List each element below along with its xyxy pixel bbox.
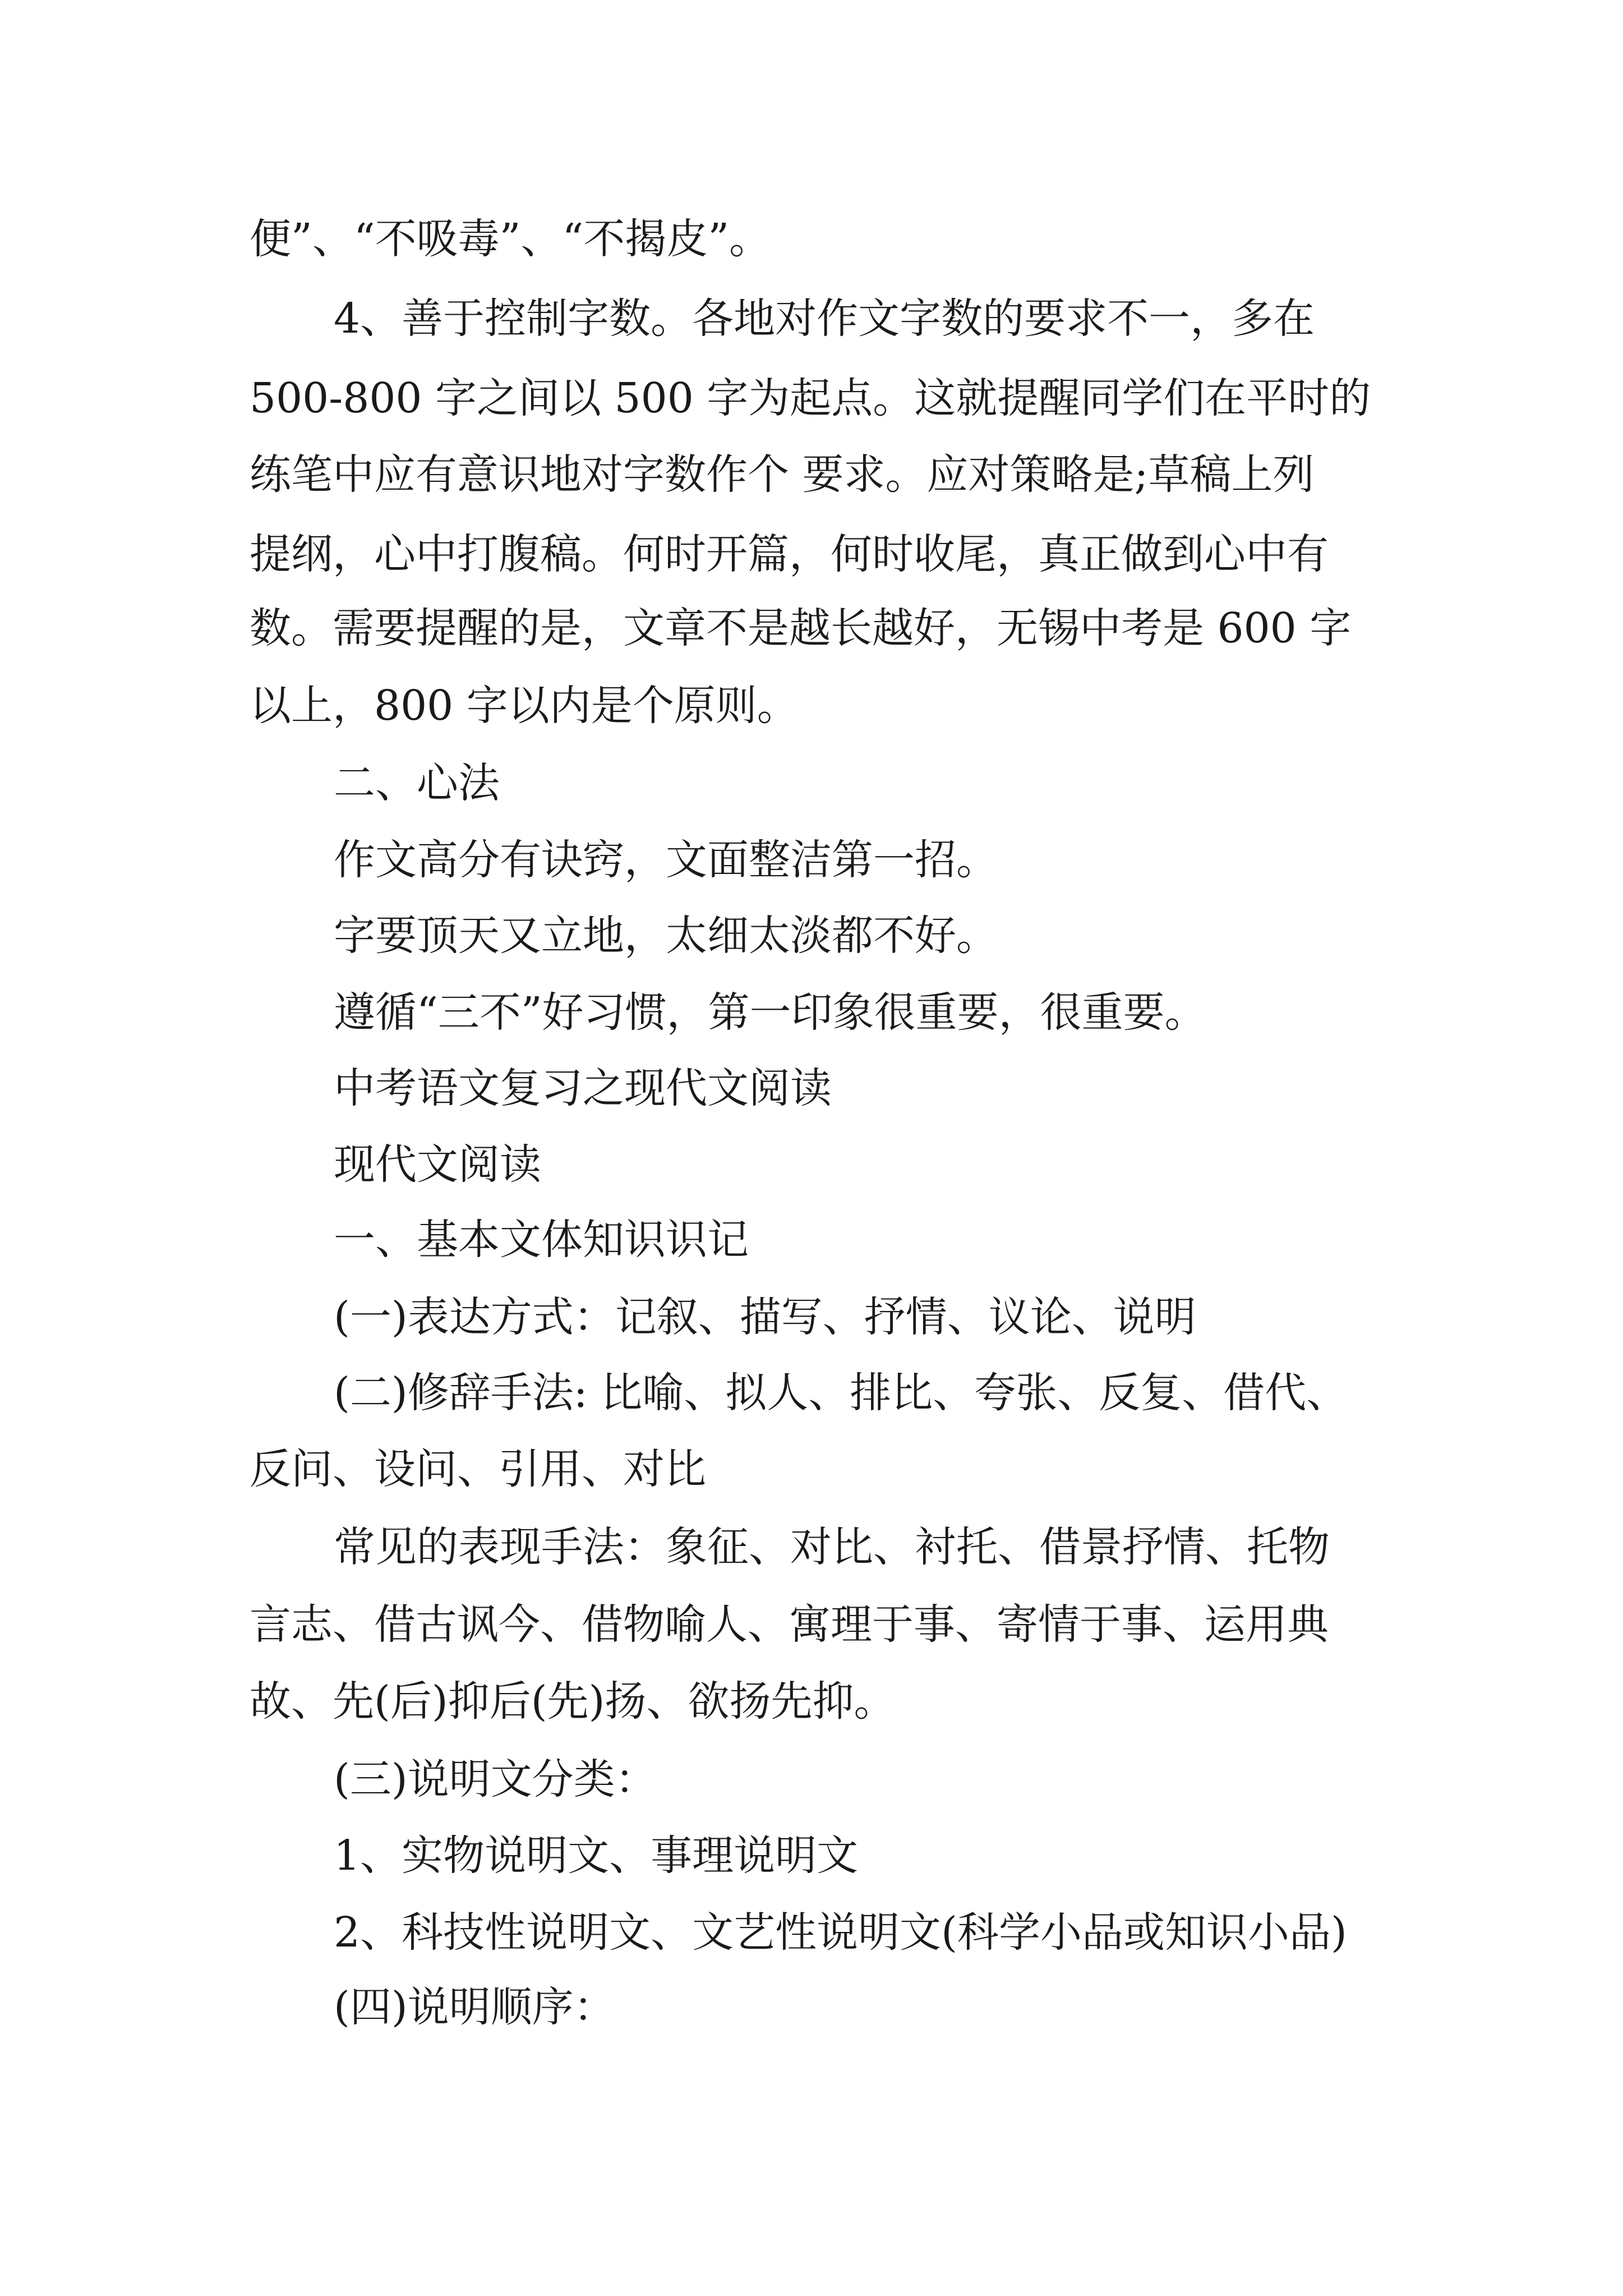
text-line: 作文高分有诀窍，文面整洁第一招。 xyxy=(334,836,998,884)
text-line: (二)修辞手法: 比喻、拟人、排比、夸张、反复、借代、 xyxy=(334,1369,1348,1417)
text-line: 提纲，心中打腹稿。何时开篇，何时收尾，真正做到心中有 xyxy=(250,530,1329,578)
text-line: 言志、借古讽今、借物喻人、寓理于事、寄情于事、运用典 xyxy=(250,1600,1329,1649)
text-line: (一)表达方式：记叙、描写、抒情、议论、说明 xyxy=(334,1293,1196,1341)
text-line: 2、科技性说明文、文艺性说明文(科学小品或知识小品) xyxy=(334,1908,1347,1957)
text-line: 500-800 字之间以 500 字为起点。这就提醒同学们在平时的 xyxy=(250,374,1371,422)
section-heading: 中考语文复习之现代文阅读 xyxy=(334,1064,832,1112)
text-line: 1、实物说明文、事理说明文 xyxy=(334,1832,859,1880)
text-line: 常见的表现手法：象征、对比、衬托、借景抒情、托物 xyxy=(334,1523,1330,1571)
text-line: (三)说明文分类： xyxy=(334,1755,657,1803)
text-line: 数。需要提醒的是，文章不是越长越好，无锡中考是 600 字 xyxy=(250,604,1352,652)
section-heading: 现代文阅读 xyxy=(334,1140,541,1189)
text-line: (四)说明顺序： xyxy=(334,1983,615,2031)
section-heading: 二、心法 xyxy=(334,759,500,807)
text-line: 便”、“不吸毒”、“不揭皮”。 xyxy=(250,215,771,263)
text-line: 以上，800 字以内是个原则。 xyxy=(250,682,799,730)
text-line: 4、善于控制字数。各地对作文字数的要求不一，多在 xyxy=(334,295,1315,343)
text-line: 遵循“三不”好习惯，第一印象很重要，很重要。 xyxy=(334,988,1206,1037)
text-line: 故、先(后)抑后(先)扬、欲扬先抑。 xyxy=(250,1677,896,1726)
section-heading: 一、基本文体知识识记 xyxy=(334,1216,749,1264)
text-line: 反问、设问、引用、对比 xyxy=(250,1445,706,1493)
text-line: 字要顶天又立地，太细太淡都不好。 xyxy=(334,912,998,960)
text-line: 练笔中应有意识地对字数作个 要求。应对策略是;草稿上列 xyxy=(250,450,1315,499)
